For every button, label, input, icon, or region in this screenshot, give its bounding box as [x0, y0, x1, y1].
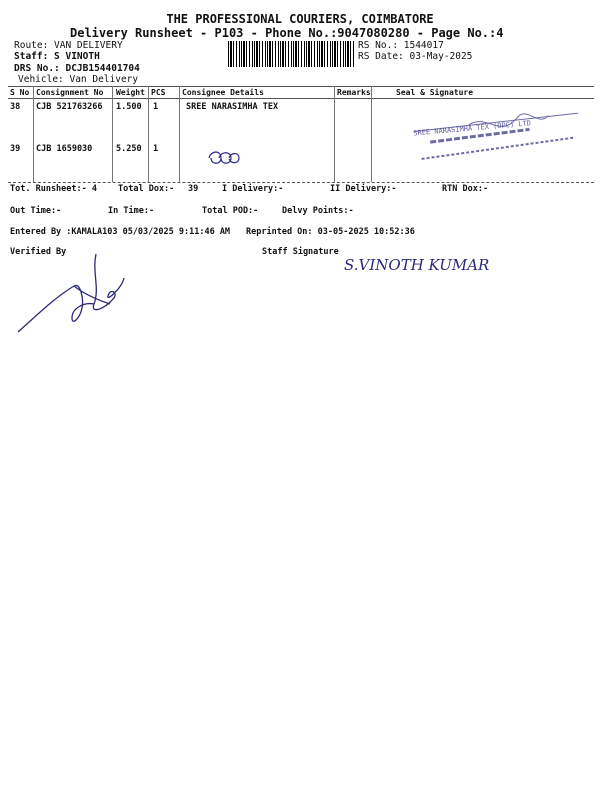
ii-delivery: II Delivery:-	[330, 184, 397, 194]
col-divider	[148, 86, 149, 182]
route-label: Route: VAN DELIVERY	[14, 40, 123, 51]
svg-text:SREE NARASIMHA TEX (OPC) LTD: SREE NARASIMHA TEX (OPC) LTD	[413, 119, 532, 138]
row-weight: 1.500	[116, 102, 142, 112]
table-header-border	[8, 98, 594, 99]
total-dox-value: 39	[188, 184, 199, 194]
col-header-seal: Seal & Signature	[396, 88, 474, 97]
i-delivery: I Delivery:-	[222, 184, 284, 194]
table-bottom-border	[8, 182, 594, 183]
runsheet-subtitle: Delivery Runsheet - P103 - Phone No.:9047080280 - Page No.:4	[70, 26, 504, 40]
row-pcs: 1	[153, 144, 159, 154]
vehicle-label: Vehicle: Van Delivery	[18, 74, 139, 85]
row-sno: 39	[10, 144, 21, 154]
row-consignee: SREE NARASIMHA TEX	[186, 102, 279, 112]
svg-text:S.VINOTH KUMAR: S.VINOTH KUMAR	[344, 256, 490, 274]
staff-handwritten-signature	[340, 244, 490, 280]
company-name: THE PROFESSIONAL COURIERS, COIMBATORE	[166, 12, 434, 26]
col-divider	[33, 86, 34, 182]
reprinted-on: Reprinted On: 03-05-2025 10:52:36	[246, 227, 415, 237]
rs-date: RS Date: 03-May-2025	[358, 51, 473, 62]
total-runsheet: Tot. Runsheet:- 4	[10, 184, 97, 194]
row-consignment: CJB 521763266	[36, 102, 103, 112]
col-header-weight: Weight	[116, 88, 145, 97]
col-divider	[371, 86, 372, 182]
row-weight: 5.250	[116, 144, 142, 154]
in-time: In Time:-	[108, 206, 155, 216]
col-header-remarks: Remarks	[337, 88, 371, 97]
col-header-sno: S No	[10, 88, 30, 97]
drs-number: DRS No.: DCJB154401704	[14, 63, 140, 74]
out-time: Out Time:-	[10, 206, 62, 216]
verified-by-label: Verified By	[10, 247, 67, 257]
col-header-pcs: PCS	[151, 88, 166, 97]
col-divider	[334, 86, 335, 182]
row-consignment: CJB 1659030	[36, 144, 93, 154]
entered-by: Entered By :KAMALA103 05/03/2025 9:11:46 AM	[10, 227, 231, 237]
row-sno: 38	[10, 102, 21, 112]
rtn-dox: RTN Dox:-	[442, 184, 489, 194]
col-header-consignment: Consignment No	[36, 88, 104, 97]
barcode	[228, 41, 354, 67]
staff-label: Staff: S VINOTH	[14, 51, 100, 62]
col-divider	[112, 86, 113, 182]
rs-number: RS No.: 1544017	[358, 40, 444, 51]
total-pod: Total POD:-	[202, 206, 259, 216]
row-pcs: 1	[153, 102, 159, 112]
col-header-consignee: Consignee Details	[182, 88, 264, 97]
col-divider	[179, 86, 180, 182]
table-top-border	[8, 86, 594, 87]
total-dox-label: Total Dox:-	[118, 184, 175, 194]
handwritten-mark	[205, 148, 245, 168]
staff-signature-label: Staff Signature	[262, 247, 339, 257]
company-stamp	[410, 110, 590, 165]
verifier-signature	[14, 248, 134, 338]
delvy-points: Delvy Points:-	[282, 206, 354, 216]
